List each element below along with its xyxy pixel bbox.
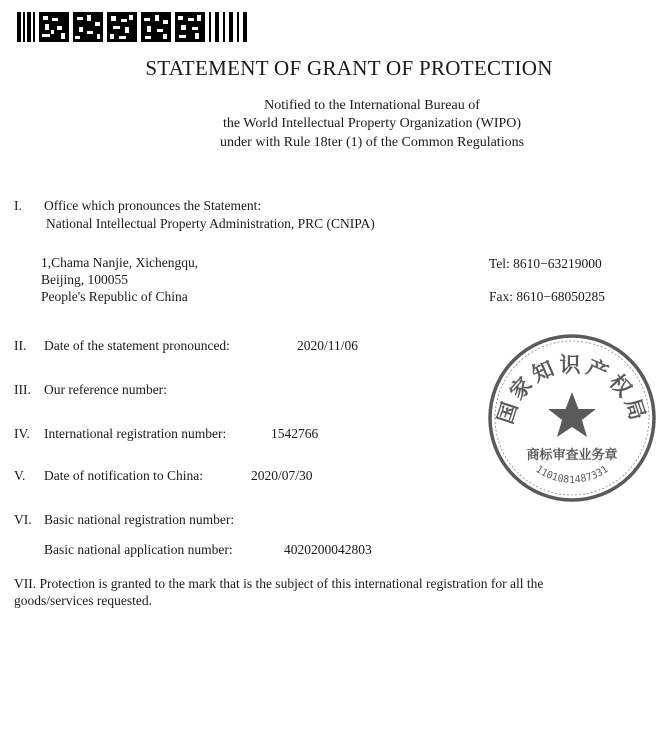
seal-top-text: 国家知识产权局 [493,353,651,427]
section-5-numeral: V. [14,468,26,483]
section-4-numeral: IV. [14,426,30,441]
subtitle-line-1: Notified to the International Bureau of [264,98,480,113]
section-3-label: Our reference number: [44,382,167,397]
telephone: Tel: 8610−63219000 [489,256,602,271]
seal-inner-text: 商标审查业务章 [526,448,618,463]
seal-number: 1101081487331 [533,464,611,486]
international-registration-number: 1542766 [271,426,319,441]
official-seal-stamp [486,332,658,504]
notification-date: 2020/07/30 [251,468,313,483]
subtitle-line-3: under with Rule 18ter (1) of the Common Regulations [219,135,525,150]
section-1-numeral: I. [14,198,22,213]
office-name: National Intellectual Property Administration, PRC (CNIPA) [46,216,375,231]
statement-date: 2020/11/06 [297,338,359,353]
section-4-label: International registration number: [44,426,227,441]
basic-application-label: Basic national application number: [44,542,233,557]
section-7-text: VII. Protection is granted to the mark that is the subject of this international registration for all the goods/services requested. [14,576,544,608]
section-2-numeral: II. [14,338,27,353]
svg-text:1101081487331 [534,464,611,486]
section-6-label: Basic national registration number: [44,512,235,527]
subtitle-line-2: the World Intellectual Property Organization (WIPO) [222,116,522,131]
address-line-1: 1,Chama Nanjie, Xichengqu, [41,255,199,270]
section-5-label: Date of notification to China: [44,468,203,483]
fax: Fax: 8610−68050285 [489,289,605,304]
section-2-label: Date of the statement pronounced: [44,338,230,353]
address-line-2: Beijing, 100055 [41,272,128,287]
section-1-label: Office which pronounces the Statement: [44,198,262,213]
barcode-image [17,12,247,42]
seal-star-icon [548,392,596,437]
address-line-3: People's Republic of China [41,289,188,304]
document-title: STATEMENT OF GRANT OF PROTECTION [145,56,553,80]
basic-application-number: 4020200042803 [284,542,372,557]
section-3-numeral: III. [14,382,31,397]
section-6-numeral: VI. [14,512,32,527]
